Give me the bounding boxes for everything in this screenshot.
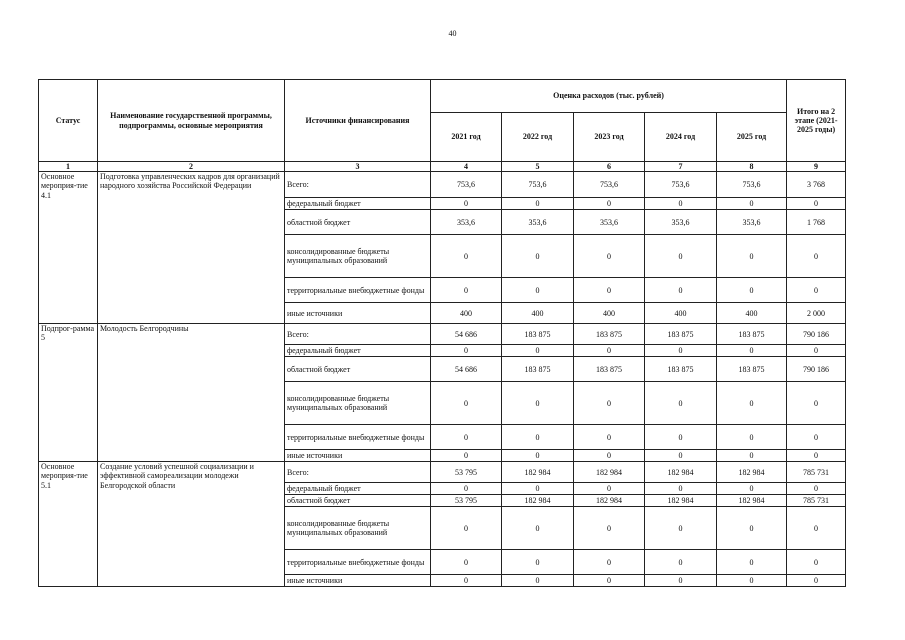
year-value: 0 bbox=[502, 382, 574, 425]
row-status: Подпрог-рамма 5 bbox=[39, 324, 98, 462]
year-value: 183 875 bbox=[502, 357, 574, 382]
total-value: 790 186 bbox=[787, 357, 846, 382]
column-number: 2 bbox=[98, 162, 285, 172]
year-value: 0 bbox=[645, 345, 717, 357]
year-value: 753,6 bbox=[645, 172, 717, 198]
year-value: 0 bbox=[502, 198, 574, 210]
year-value: 0 bbox=[645, 382, 717, 425]
total-value: 2 000 bbox=[787, 303, 846, 324]
year-value: 0 bbox=[431, 382, 502, 425]
year-value: 0 bbox=[645, 450, 717, 462]
year-value: 0 bbox=[717, 550, 787, 575]
year-value: 0 bbox=[574, 425, 645, 450]
table-row bbox=[39, 462, 846, 483]
column-number: 8 bbox=[717, 162, 787, 172]
year-value: 182 984 bbox=[574, 462, 645, 483]
year-value: 53 795 bbox=[431, 495, 502, 507]
year-value: 183 875 bbox=[717, 357, 787, 382]
year-value: 0 bbox=[502, 483, 574, 495]
page-number: 40 bbox=[448, 29, 457, 38]
year-value: 0 bbox=[431, 425, 502, 450]
year-value: 0 bbox=[574, 450, 645, 462]
total-value: 785 731 bbox=[787, 462, 846, 483]
year-value: 0 bbox=[431, 345, 502, 357]
row-program-name: Молодость Белгородчины bbox=[98, 324, 285, 462]
table-row bbox=[39, 172, 846, 198]
column-number: 3 bbox=[285, 162, 431, 172]
year-value: 753,6 bbox=[717, 172, 787, 198]
funding-source: федеральный бюджет bbox=[285, 345, 431, 357]
funding-source: консолидированные бюджеты муниципальных образований bbox=[285, 382, 431, 425]
budget-table bbox=[38, 79, 846, 587]
year-value: 182 984 bbox=[717, 495, 787, 507]
year-value: 0 bbox=[717, 382, 787, 425]
funding-source: консолидированные бюджеты муниципальных образований bbox=[285, 235, 431, 278]
year-value: 0 bbox=[717, 450, 787, 462]
year-value: 353,6 bbox=[574, 210, 645, 235]
table-body bbox=[39, 172, 846, 587]
funding-source: областной бюджет bbox=[285, 210, 431, 235]
year-value: 0 bbox=[717, 278, 787, 303]
year-value: 0 bbox=[645, 507, 717, 550]
funding-source: территориальные внебюджетные фонды bbox=[285, 278, 431, 303]
year-value: 0 bbox=[574, 278, 645, 303]
year-value: 0 bbox=[645, 550, 717, 575]
year-value: 400 bbox=[502, 303, 574, 324]
year-value: 183 875 bbox=[645, 324, 717, 345]
year-value: 0 bbox=[574, 198, 645, 210]
total-value: 0 bbox=[787, 235, 846, 278]
year-value: 0 bbox=[574, 507, 645, 550]
year-value: 182 984 bbox=[645, 495, 717, 507]
year-value: 54 686 bbox=[431, 324, 502, 345]
year-value: 400 bbox=[717, 303, 787, 324]
year-value: 183 875 bbox=[574, 357, 645, 382]
column-number: 9 bbox=[787, 162, 846, 172]
year-value: 0 bbox=[502, 550, 574, 575]
year-value: 0 bbox=[645, 198, 717, 210]
year-value: 0 bbox=[574, 550, 645, 575]
total-value: 0 bbox=[787, 550, 846, 575]
header-status: Статус bbox=[39, 80, 98, 162]
year-value: 0 bbox=[645, 483, 717, 495]
column-number: 5 bbox=[502, 162, 574, 172]
year-value: 0 bbox=[645, 235, 717, 278]
year-value: 400 bbox=[645, 303, 717, 324]
header-sources: Источники финансирования bbox=[285, 80, 431, 162]
total-value: 0 bbox=[787, 483, 846, 495]
total-value: 0 bbox=[787, 198, 846, 210]
funding-source: областной бюджет bbox=[285, 357, 431, 382]
year-value: 0 bbox=[717, 198, 787, 210]
year-value: 0 bbox=[717, 507, 787, 550]
year-value: 0 bbox=[431, 235, 502, 278]
header-year: 2024 год bbox=[645, 113, 717, 162]
year-value: 182 984 bbox=[502, 495, 574, 507]
year-value: 0 bbox=[574, 382, 645, 425]
total-value: 790 186 bbox=[787, 324, 846, 345]
year-value: 0 bbox=[431, 575, 502, 587]
row-program-name: Создание условий успешной социализации и эффективной самореализации молодежи Белгородской области bbox=[98, 462, 285, 587]
year-value: 0 bbox=[717, 575, 787, 587]
year-value: 753,6 bbox=[574, 172, 645, 198]
year-value: 400 bbox=[431, 303, 502, 324]
column-number: 1 bbox=[39, 162, 98, 172]
year-value: 0 bbox=[717, 235, 787, 278]
funding-source: территориальные внебюджетные фонды bbox=[285, 425, 431, 450]
column-number: 6 bbox=[574, 162, 645, 172]
year-value: 183 875 bbox=[717, 324, 787, 345]
header-year: 2021 год bbox=[431, 113, 502, 162]
total-value: 0 bbox=[787, 507, 846, 550]
year-value: 0 bbox=[574, 345, 645, 357]
year-value: 183 875 bbox=[502, 324, 574, 345]
year-value: 0 bbox=[502, 278, 574, 303]
header-estimate: Оценка расходов (тыс. рублей) bbox=[431, 80, 787, 113]
year-value: 0 bbox=[645, 575, 717, 587]
funding-source: иные источники bbox=[285, 575, 431, 587]
funding-source: Всего: bbox=[285, 172, 431, 198]
year-value: 0 bbox=[717, 345, 787, 357]
row-status: Основное мероприя-тие 5.1 bbox=[39, 462, 98, 587]
year-value: 0 bbox=[574, 575, 645, 587]
year-value: 0 bbox=[645, 425, 717, 450]
year-value: 753,6 bbox=[502, 172, 574, 198]
year-value: 183 875 bbox=[574, 324, 645, 345]
year-value: 353,6 bbox=[717, 210, 787, 235]
year-value: 0 bbox=[431, 450, 502, 462]
total-value: 0 bbox=[787, 345, 846, 357]
year-value: 400 bbox=[574, 303, 645, 324]
year-value: 182 984 bbox=[645, 462, 717, 483]
total-value: 3 768 bbox=[787, 172, 846, 198]
year-value: 183 875 bbox=[645, 357, 717, 382]
funding-source: консолидированные бюджеты муниципальных образований bbox=[285, 507, 431, 550]
year-value: 0 bbox=[502, 345, 574, 357]
total-value: 0 bbox=[787, 450, 846, 462]
year-value: 0 bbox=[431, 507, 502, 550]
funding-source: территориальные внебюджетные фонды bbox=[285, 550, 431, 575]
table-row bbox=[39, 324, 846, 345]
year-value: 0 bbox=[431, 198, 502, 210]
year-value: 0 bbox=[645, 278, 717, 303]
year-value: 753,6 bbox=[431, 172, 502, 198]
year-value: 0 bbox=[717, 425, 787, 450]
total-value: 0 bbox=[787, 575, 846, 587]
year-value: 54 686 bbox=[431, 357, 502, 382]
year-value: 0 bbox=[502, 450, 574, 462]
year-value: 0 bbox=[431, 278, 502, 303]
header-total: Итого на 2 этапе (2021-2025 годы) bbox=[787, 80, 846, 162]
funding-source: федеральный бюджет bbox=[285, 198, 431, 210]
year-value: 0 bbox=[717, 483, 787, 495]
year-value: 353,6 bbox=[502, 210, 574, 235]
year-value: 0 bbox=[431, 483, 502, 495]
header-year: 2025 год bbox=[717, 113, 787, 162]
year-value: 182 984 bbox=[574, 495, 645, 507]
column-number: 7 bbox=[645, 162, 717, 172]
year-value: 0 bbox=[502, 425, 574, 450]
year-value: 0 bbox=[502, 575, 574, 587]
total-value: 1 768 bbox=[787, 210, 846, 235]
year-value: 182 984 bbox=[717, 462, 787, 483]
total-value: 785 731 bbox=[787, 495, 846, 507]
year-value: 182 984 bbox=[502, 462, 574, 483]
total-value: 0 bbox=[787, 278, 846, 303]
year-value: 53 795 bbox=[431, 462, 502, 483]
funding-source: иные источники bbox=[285, 303, 431, 324]
row-program-name: Подготовка управленческих кадров для организаций народного хозяйства Российской Федерации bbox=[98, 172, 285, 324]
funding-source: Всего: bbox=[285, 462, 431, 483]
header-year: 2023 год bbox=[574, 113, 645, 162]
header-name: Наименование государственной программы, подпрограммы, основные мероприятия bbox=[98, 80, 285, 162]
funding-source: иные источники bbox=[285, 450, 431, 462]
funding-source: Всего: bbox=[285, 324, 431, 345]
funding-source: федеральный бюджет bbox=[285, 483, 431, 495]
column-number: 4 bbox=[431, 162, 502, 172]
header-year: 2022 год bbox=[502, 113, 574, 162]
funding-source: областной бюджет bbox=[285, 495, 431, 507]
total-value: 0 bbox=[787, 382, 846, 425]
year-value: 0 bbox=[574, 483, 645, 495]
year-value: 353,6 bbox=[645, 210, 717, 235]
year-value: 0 bbox=[574, 235, 645, 278]
year-value: 0 bbox=[431, 550, 502, 575]
total-value: 0 bbox=[787, 425, 846, 450]
year-value: 353,6 bbox=[431, 210, 502, 235]
row-status: Основное мероприя-тие 4.1 bbox=[39, 172, 98, 324]
year-value: 0 bbox=[502, 507, 574, 550]
year-value: 0 bbox=[502, 235, 574, 278]
